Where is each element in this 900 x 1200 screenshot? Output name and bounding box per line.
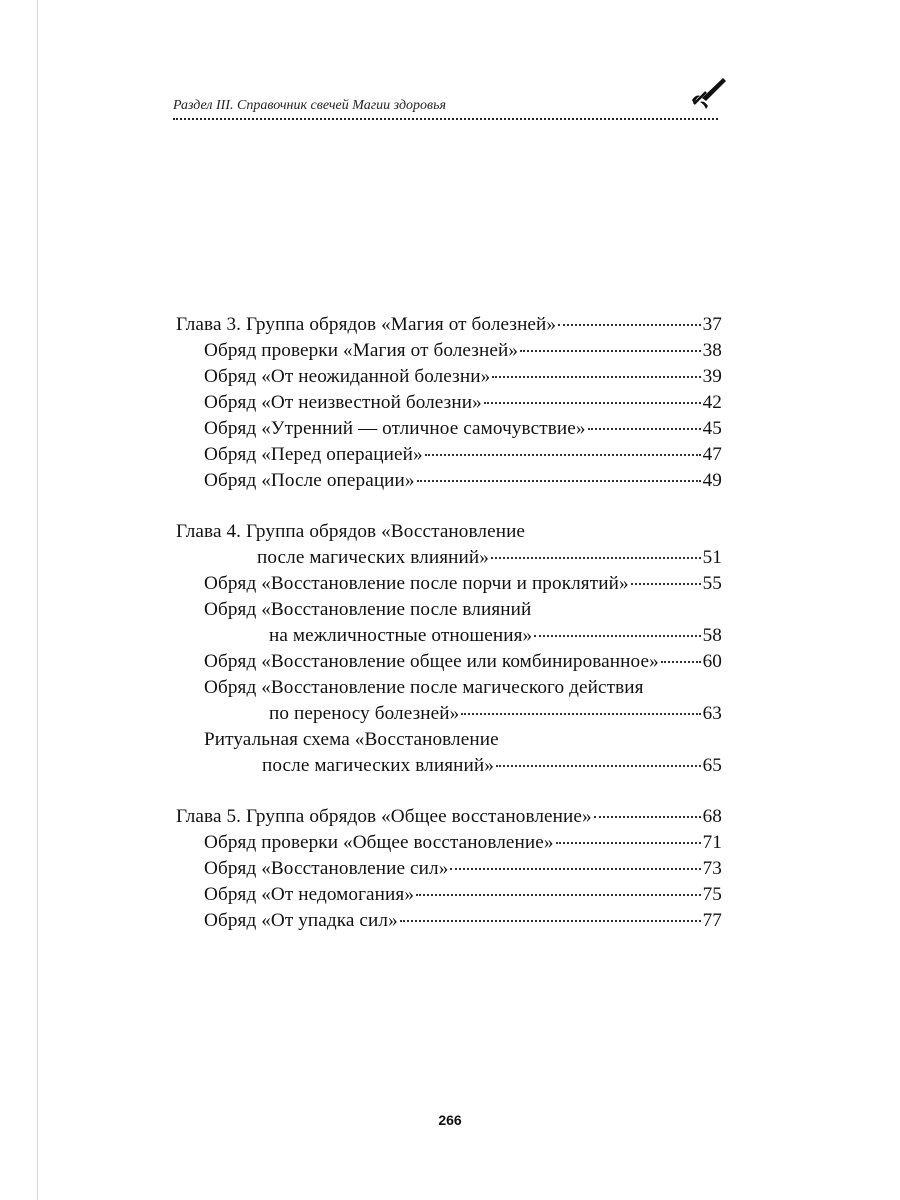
toc-item <box>176 675 722 701</box>
toc-item-continuation <box>176 623 722 649</box>
toc-item <box>176 727 722 753</box>
toc-page-number: 73 <box>702 858 722 879</box>
toc-chapter-4 <box>176 519 722 545</box>
dot-leader <box>492 376 700 378</box>
toc-item <box>176 830 722 856</box>
toc-page-number: 55 <box>702 573 722 594</box>
toc-item <box>176 571 722 597</box>
toc-entry-title: Обряд «Утренний — отличное самочувствие» <box>204 418 586 439</box>
dot-leader <box>558 324 700 326</box>
running-title: Раздел III. Справочник свечей Магии здоровья <box>173 98 446 113</box>
toc-entry-title: Обряд «Восстановление после порчи и проклятий» <box>204 573 629 594</box>
page-edge-line <box>37 0 38 1200</box>
toc-page-number: 58 <box>702 625 722 646</box>
toc-chapter-4-continuation <box>176 545 722 571</box>
toc-entry-title: Обряд проверки «Общее восстановление» <box>204 832 554 853</box>
page-number: 266 <box>438 1112 462 1128</box>
toc-entry-title: после магических влияний» <box>262 755 494 776</box>
toc-chapter-3 <box>176 312 722 338</box>
dot-leader <box>461 713 700 715</box>
dot-leader <box>556 842 701 844</box>
toc-item <box>176 856 722 882</box>
toc-page-number: 75 <box>702 884 722 905</box>
toc-entry-title: Обряд «Восстановление после магического действия <box>204 677 644 698</box>
dot-leader <box>588 428 701 430</box>
toc-entry-title: Обряд «Восстановление сил» <box>204 858 449 879</box>
toc-entry-title: на межличностные отношения» <box>269 625 533 646</box>
toc-item-continuation <box>176 753 722 779</box>
toc-entry-title: Глава 5. Группа обрядов «Общее восстановление» <box>176 806 592 827</box>
toc-page-number: 77 <box>702 910 722 931</box>
toc-entry-title: Обряд «От неизвестной болезни» <box>204 392 482 413</box>
toc-item <box>176 597 722 623</box>
toc-entry-title: Обряд «От неожиданной болезни» <box>204 366 491 387</box>
dot-leader <box>450 868 700 870</box>
toc-entry-title: после магических влияний» <box>257 547 489 568</box>
dot-leader <box>484 402 701 404</box>
toc-item <box>176 908 722 934</box>
toc-entry-title: по переносу болезней» <box>269 703 460 724</box>
toc-entry-title: Обряд «После операции» <box>204 470 415 491</box>
toc-item <box>176 468 722 494</box>
toc-page-number: 49 <box>702 470 722 491</box>
quill-pen-icon <box>690 74 730 110</box>
dot-leader <box>520 350 701 352</box>
dot-leader <box>400 920 701 922</box>
toc-page-number: 39 <box>702 366 722 387</box>
dot-leader <box>631 583 701 585</box>
toc-item-continuation <box>176 701 722 727</box>
toc-page-number: 38 <box>702 340 722 361</box>
dot-leader <box>661 661 701 663</box>
toc-page-number: 65 <box>702 755 722 776</box>
toc-page-number: 51 <box>702 547 722 568</box>
toc-item <box>176 338 722 364</box>
toc-page-number: 63 <box>702 703 722 724</box>
toc-page-number: 47 <box>702 444 722 465</box>
toc-page-number: 37 <box>702 314 722 335</box>
dot-leader <box>534 635 700 637</box>
toc-chapter-5 <box>176 804 722 830</box>
toc-page-number: 45 <box>702 418 722 439</box>
dot-leader <box>416 894 701 896</box>
running-header <box>173 94 718 124</box>
toc-entry-title: Глава 3. Группа обрядов «Магия от болезней» <box>176 314 557 335</box>
toc-item <box>176 364 722 390</box>
toc-entry-title: Обряд «Восстановление общее или комбинированное» <box>204 651 659 672</box>
toc-page-number: 60 <box>702 651 722 672</box>
toc-item <box>176 390 722 416</box>
toc-page-number: 71 <box>702 832 722 853</box>
header-dotted-rule <box>173 118 718 120</box>
toc-page-number: 68 <box>702 806 722 827</box>
dot-leader <box>417 480 701 482</box>
toc-item <box>176 442 722 468</box>
dot-leader <box>425 454 701 456</box>
toc-item <box>176 882 722 908</box>
toc-entry-title: Обряд «От упадка сил» <box>204 910 398 931</box>
toc-entry-title: Ритуальная схема «Восстановление <box>204 729 499 750</box>
table-of-contents <box>176 312 722 934</box>
dot-leader <box>496 765 701 767</box>
toc-entry-title: Обряд «От недомогания» <box>204 884 415 905</box>
toc-entry-title: Глава 4. Группа обрядов «Восстановление <box>176 521 526 542</box>
toc-page-number: 42 <box>702 392 722 413</box>
toc-entry-title: Обряд «Восстановление после влияний <box>204 599 532 620</box>
dot-leader <box>491 557 701 559</box>
toc-item <box>176 649 722 675</box>
toc-entry-title: Обряд «Перед операцией» <box>204 444 423 465</box>
toc-item <box>176 416 722 442</box>
dot-leader <box>594 816 701 818</box>
toc-entry-title: Обряд проверки «Магия от болезней» <box>204 340 519 361</box>
